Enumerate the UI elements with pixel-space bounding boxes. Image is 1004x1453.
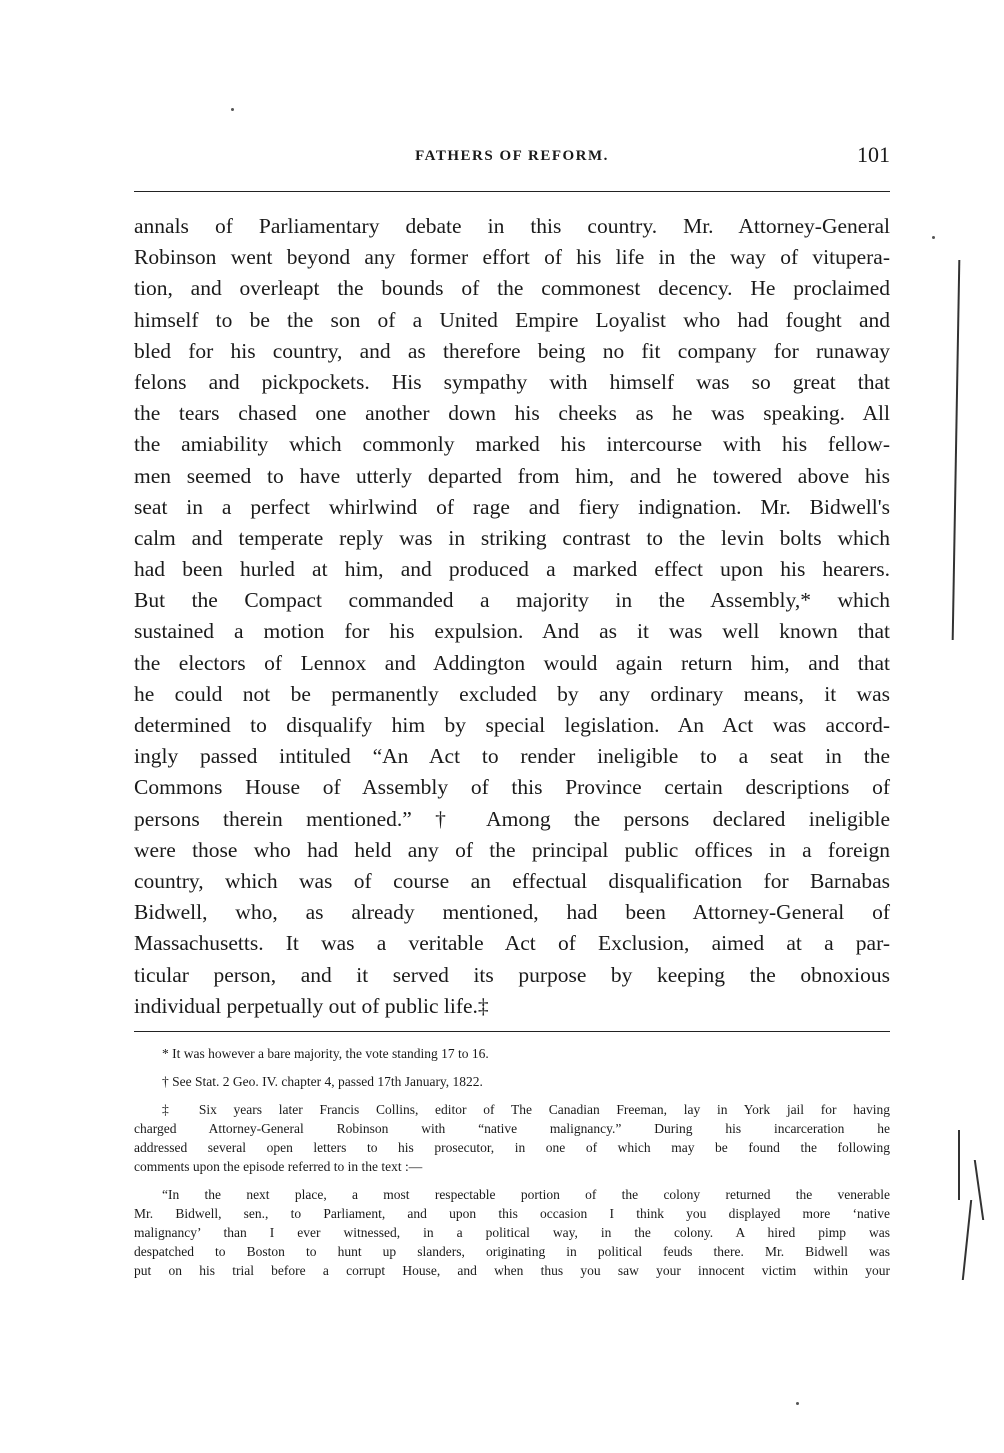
margin-mark bbox=[962, 1200, 972, 1280]
text-line: ticular person, and it served its purpose by keeping the obnoxious bbox=[134, 962, 890, 987]
text-line: had been hurled at him, and produced a marked effect upon his hearers. bbox=[134, 557, 890, 582]
text-line: persons therein mentioned.” † Among the persons declared ineligible bbox=[134, 806, 890, 831]
text-line: bled for his country, and as therefore being no fit company for runaway bbox=[134, 338, 890, 363]
text-line: he could not be permanently excluded by any ordinary means, it was bbox=[134, 681, 890, 706]
text-line: the electors of Lennox and Addington would again return him, and that bbox=[134, 650, 890, 675]
footnote-double-dagger: charged Attorney-General Robinson with “native malignancy.” During his incarceration he bbox=[134, 1121, 890, 1136]
footnote-dagger: † See Stat. 2 Geo. IV. chapter 4, passed 17th January, 1822. bbox=[162, 1074, 483, 1089]
text-line: Robinson went beyond any former effort of his life in the way of vitupera- bbox=[134, 245, 890, 270]
footnote-double-dagger: addressed several open letters to his prosecutor, in one of which may be found the following bbox=[134, 1140, 890, 1155]
margin-mark bbox=[974, 1160, 984, 1220]
footnote-quote: malignancy’ than I ever witnessed, in a political way, in the colony. A hired pimp was bbox=[134, 1225, 890, 1240]
page-header bbox=[134, 142, 890, 176]
text-line: annals of Parliamentary debate in this country. Mr. Attorney-General bbox=[134, 214, 890, 238]
text-line: were those who had held any of the principal public offices in a foreign bbox=[134, 837, 890, 862]
text-line: calm and temperate reply was in striking contrast to the levin bolts which bbox=[134, 525, 890, 550]
margin-dot bbox=[231, 108, 234, 111]
margin-dot bbox=[932, 236, 935, 239]
footnote-double-dagger: comments upon the episode referred to in the text :— bbox=[134, 1159, 423, 1174]
margin-mark bbox=[958, 1130, 960, 1200]
text-line: Bidwell, who, as already mentioned, had been Attorney-General of bbox=[134, 900, 890, 925]
text-line: himself to be the son of a United Empire Loyalist who had fought and bbox=[134, 307, 890, 332]
text-line: tion, and overleapt the bounds of the commonest decency. He proclaimed bbox=[134, 276, 890, 301]
running-title: FATHERS OF REFORM. bbox=[415, 148, 609, 164]
text-line: determined to disqualify him by special legislation. An Act was accord- bbox=[134, 713, 890, 737]
text-line: country, which was of course an effectual disqualification for Barnabas bbox=[134, 868, 890, 893]
text-line: the tears chased one another down his cheeks as he was speaking. All bbox=[134, 401, 890, 426]
footnote-quote: Mr. Bidwell, sen., to Parliament, and upon this occasion I think you displayed more ‘native bbox=[134, 1206, 890, 1221]
text-line: Commons House of Assembly of this Province certain descriptions of bbox=[134, 775, 890, 800]
text-line: ingly passed intituled “An Act to render ineligible to a seat in the bbox=[134, 744, 890, 769]
text-line: individual perpetually out of public life.‡ bbox=[134, 993, 489, 1018]
main-text bbox=[134, 211, 890, 1022]
text-line: the amiability which commonly marked his intercourse with his fellow- bbox=[134, 432, 890, 457]
footnote-quote: despatched to Boston to hunt up slanders, originating in political feuds there. Mr. Bidwell was bbox=[134, 1244, 890, 1259]
footnote-rule bbox=[134, 1031, 890, 1032]
text-line: sustained a motion for his expulsion. And as it was well known that bbox=[134, 619, 890, 644]
footnote-quote: put on his trial before a corrupt House, and when thus you saw your innocent victim within your bbox=[134, 1263, 890, 1278]
footnotes bbox=[134, 1044, 890, 1280]
text-line: Massachusetts. It was a veritable Act of Exclusion, aimed at a par- bbox=[134, 931, 890, 956]
text-line: But the Compact commanded a majority in the Assembly,* which bbox=[134, 588, 890, 613]
footnote-quote: “In the next place, a most respectable portion of the colony returned the venerable bbox=[162, 1187, 890, 1202]
footnote-star: * It was however a bare majority, the vote standing 17 to 16. bbox=[162, 1046, 489, 1061]
header-rule bbox=[134, 191, 890, 192]
page-number: 101 bbox=[857, 142, 890, 167]
text-line: men seemed to have utterly departed from him, and he towered above his bbox=[134, 463, 890, 488]
footnote-double-dagger: ‡ Six years later Francis Collins, editor of The Canadian Freeman, lay in York jail for having bbox=[162, 1102, 890, 1117]
text-line: seat in a perfect whirlwind of rage and fiery indignation. Mr. Bidwell's bbox=[134, 494, 890, 519]
margin-mark bbox=[952, 260, 961, 640]
text-line: felons and pickpockets. His sympathy with himself was so great that bbox=[134, 369, 890, 394]
margin-dot bbox=[796, 1402, 799, 1405]
